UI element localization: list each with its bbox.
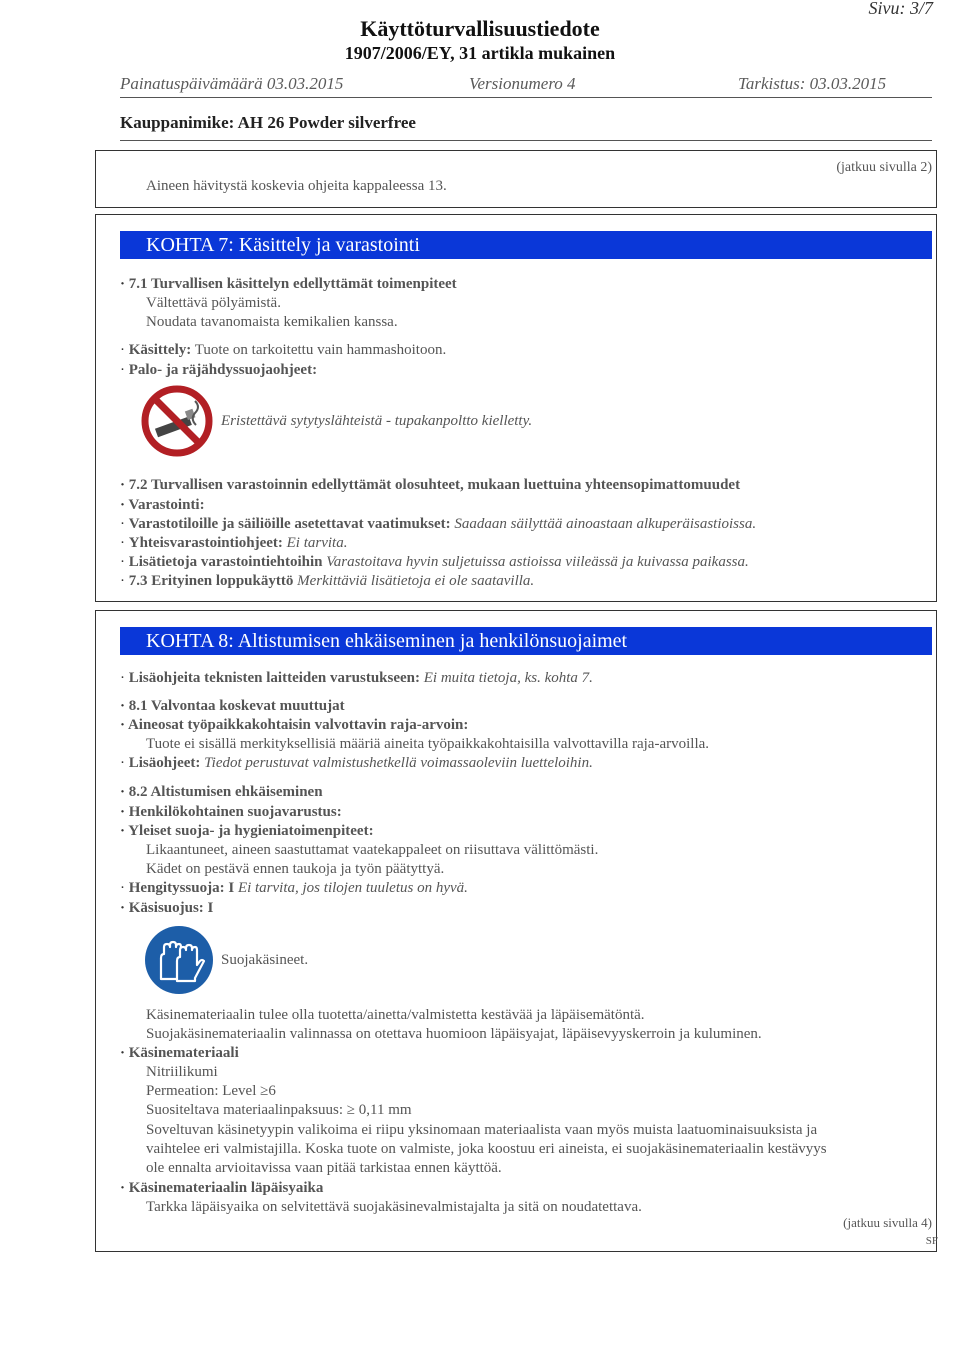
technical-equipment: · Lisäohjeita teknisten laitteiden varustukseen: Ei muita tietoja, ks. kohta 7. (120, 670, 593, 686)
continued-to: (jatkuu sivulla 4) (843, 1215, 932, 1230)
specific-end-use: · 7.3 Erityinen loppukäyttö Merkittäviä lisätietoja ei ole saatavilla. (120, 573, 535, 589)
section-7-1-title: · 7.1 Turvallisen käsittelyn edellyttämät toimenpiteet (120, 276, 457, 292)
section-8-1-title: · 8.1 Valvontaa koskevat muuttujat (120, 698, 345, 714)
glove-material-label: · Käsinemateriaali (120, 1045, 239, 1061)
material-thickness: Suositeltava materiaalinpaksuus: ≥ 0,11 mm (146, 1102, 412, 1118)
glove-requirement-2: Suojakäsinemateriaalin valinnassa on otettava huomioon läpäisyajat, läpäisevyyskerroin ja kuluminen. (146, 1026, 762, 1042)
suitability-line-1: Soveltuvan käsinetyypin valikoima ei riipu yksinomaan materiaalista vaan myös muista laatuominaisuuksista ja (146, 1122, 818, 1138)
fire-protection-line: · Palo- ja räjähdyssuojaohjeet: (120, 362, 318, 378)
storage-requirements: · Varastotiloille ja säiliöille asetettavat vaatimukset: Saadaan säilyttää ainoastaan alkuperäisastioissa. (120, 516, 757, 532)
exposure-limits-label: · Aineosat työpaikkakohtaisin valvottavin raja-arvoin: (120, 717, 469, 733)
avoid-dust-text: Vältettävä pölyämistä. (146, 295, 281, 311)
print-date: Painatuspäivämäärä 03.03.2015 (120, 74, 344, 93)
trade-name: Kauppanimike: AH 26 Powder silverfree (120, 113, 416, 132)
section-7-2-title: · 7.2 Turvallisen varastoinnin edellyttämät olosuhteet, mukaan luettuina yhteensopimattomuudet (120, 477, 741, 493)
penetration-time-label: · Käsinemateriaalin läpäisyaika (120, 1180, 324, 1196)
header-rule (120, 97, 932, 98)
ppe-label: · Henkilökohtainen suojavarustus: (120, 804, 342, 820)
permeation-level: Permeation: Level ≥6 (146, 1083, 276, 1099)
section-8-2-title: · 8.2 Altistumisen ehkäiseminen (120, 784, 323, 800)
document-subtitle: 1907/2006/EY, 31 artikla mukainen (344, 43, 616, 63)
language-code: SF (925, 1235, 938, 1247)
respiratory-protection: · Hengityssuoja: I Ei tarvita, jos tilojen tuuletus on hyvä. (120, 880, 468, 896)
fire-text: Eristettävä sytytyslähteistä - tupakanpoltto kielletty. (221, 413, 533, 429)
suitability-line-3: ole ennalta arvioitavissa vaan pitää tarkistaa ennen käyttöä. (146, 1160, 502, 1176)
joint-storage: · Yhteisvarastointiohjeet: Ei tarvita. (120, 535, 348, 551)
hygiene-line-1: Likaantuneet, aineen saastuttamat vaatekappaleet on riisuttava välittömästi. (146, 842, 599, 858)
page-number: Sivu: 3/7 (868, 0, 933, 18)
penetration-time-text: Tarkka läpäisyaika on selvitettävä suojakäsinevalmistajalta ja sitä on noudatettava. (146, 1199, 642, 1215)
revision-date: Tarkistus: 03.03.2015 (738, 74, 887, 93)
storage-more-info: · Lisätietoja varastointiehtoihin Varastoitava hyvin suljetuissa astioissa viileässä ja kuivassa paikassa. (120, 554, 749, 570)
additional-info: · Lisäohjeet: Tiedot perustuvat valmistushetkellä voimassaoleviin luetteloihin. (120, 755, 593, 771)
header-rule-bottom (120, 140, 932, 141)
suitability-line-2: vaihtelee eri valmistajilla. Koska tuote on valmiste, joka koostuu eri aineista, ei suojakäsinemateriaalin kestävyys (146, 1141, 827, 1157)
storage-label: · Varastointi: (120, 497, 205, 513)
chemicals-note: Noudata tavanomaista kemikalien kanssa. (146, 314, 398, 330)
exposure-limits-text: Tuote ei sisällä merkityksellisiä määriä aineita työpaikkakohtaisilla valvottavilla raja-arvoilla. (146, 736, 710, 752)
section8-header: KOHTA 8: Altistumisen ehkäiseminen ja henkilönsuojaimet (120, 627, 932, 655)
disposal-note: Aineen hävitystä koskevia ohjeita kappaleessa 13. (146, 178, 447, 194)
glove-requirement-1: Käsinemateriaalin tulee olla tuotetta/ainetta/valmistetta kestävää ja läpäisemätöntä. (146, 1007, 645, 1023)
document-title: Käyttöturvallisuustiedote (360, 16, 600, 41)
glove-material-value: Nitriilikumi (146, 1064, 218, 1080)
section7-header: KOHTA 7: Käsittely ja varastointi (120, 231, 932, 259)
hand-protection-label: · Käsisuojus: I (120, 900, 214, 916)
gloves-icon (144, 925, 214, 995)
hygiene-label: · Yleiset suoja- ja hygieniatoimenpiteet: (120, 823, 374, 839)
version-number: Versionumero 4 (469, 74, 576, 93)
handling-line: · Käsittely: Tuote on tarkoitettu vain hammashoitoon. (120, 342, 447, 358)
gloves-text: Suojakäsineet. (221, 952, 309, 968)
no-smoking-icon (141, 385, 213, 457)
continued-from: (jatkuu sivulla 2) (836, 160, 932, 175)
hygiene-line-2: Kädet on pestävä ennen taukoja ja työn päätyttyä. (146, 861, 445, 877)
